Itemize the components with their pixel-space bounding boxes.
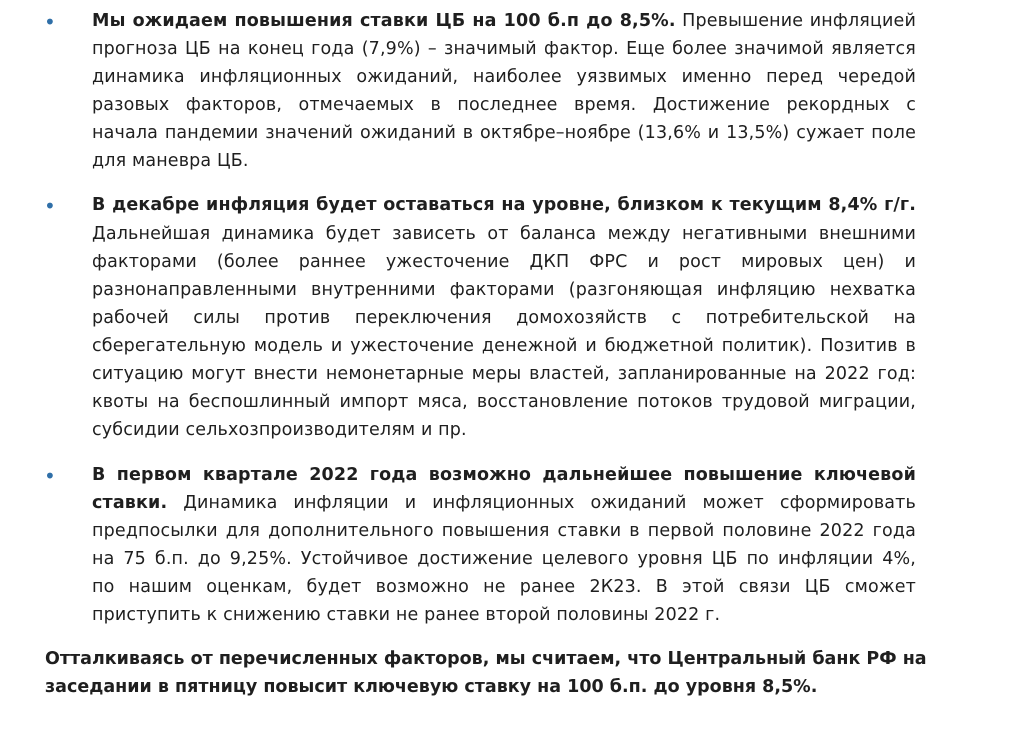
paragraph-line: Мы ожидаем повышения ставки ЦБ на 100 б.п до 8,5%. Превышение инфляцией <box>92 11 916 31</box>
paragraph-line: разнонаправленными внутренними факторами (разгоняющая инфляцию нехватка <box>92 280 916 300</box>
paragraph-line: динамика инфляционных ожиданий, наиболее уязвимых именно перед чередой <box>92 67 916 87</box>
paragraph-line: квоты на беспошлинный импорт мяса, восстановление потоков трудовой миграции, <box>92 392 916 412</box>
paragraph-line: по нашим оценкам, будет возможно не ранее 2К23. В этой связи ЦБ сможет <box>92 577 916 597</box>
paragraph-line: В декабре инфляция будет оставаться на уровне, близком к текущим 8,4% г/г. <box>92 195 916 215</box>
bullet-marker: • <box>44 194 56 218</box>
paragraph-line: разовых факторов, отмечаемых в последнее время. Достижение рекордных с <box>92 95 916 115</box>
paragraph-line: факторами (более раннее ужесточение ДКП ФРС и рост мировых цен) и <box>92 252 916 272</box>
paragraph-line: В первом квартале 2022 года возможно дальнейшее повышение ключевой <box>92 465 916 485</box>
paragraph-line: сберегательную модель и ужесточение денежной и бюджетной политик). Позитив в <box>92 336 916 356</box>
paragraph-line: для маневра ЦБ. <box>92 151 249 171</box>
paragraph-line: приступить к снижению ставки не ранее второй половины 2022 г. <box>92 605 721 625</box>
paragraph-line: ставки. Динамика инфляции и инфляционных ожиданий может сформировать <box>92 493 916 513</box>
bullet-marker: • <box>44 464 56 488</box>
conclusion-line: заседании в пятницу повысит ключевую ставку на 100 б.п. до уровня 8,5%. <box>45 677 818 697</box>
bullet-marker: • <box>44 10 56 34</box>
paragraph-line: предпосылки для дополнительного повышения ставки в первой половине 2022 года <box>92 521 916 541</box>
paragraph-line: рабочей силы против переключения домохозяйств с потребительской на <box>92 308 916 328</box>
conclusion-line: Отталкиваясь от перечисленных факторов, мы считаем, что Центральный банк РФ на <box>45 649 927 669</box>
paragraph-line: начала пандемии значений ожиданий в октябре–ноябре (13,6% и 13,5%) сужает поле <box>92 123 916 143</box>
paragraph-line: на 75 б.п. до 9,25%. Устойчивое достижение целевого уровня ЦБ по инфляции 4%, <box>92 549 916 569</box>
paragraph-line: субсидии сельхозпроизводителям и пр. <box>92 420 467 440</box>
paragraph-line: ситуацию могут внести немонетарные меры властей, запланированные на 2022 год: <box>92 364 916 384</box>
paragraph-line: прогноза ЦБ на конец года (7,9%) – значимый фактор. Еще более значимой является <box>92 39 916 59</box>
paragraph-line: Дальнейшая динамика будет зависеть от баланса между негативными внешними <box>92 224 916 244</box>
